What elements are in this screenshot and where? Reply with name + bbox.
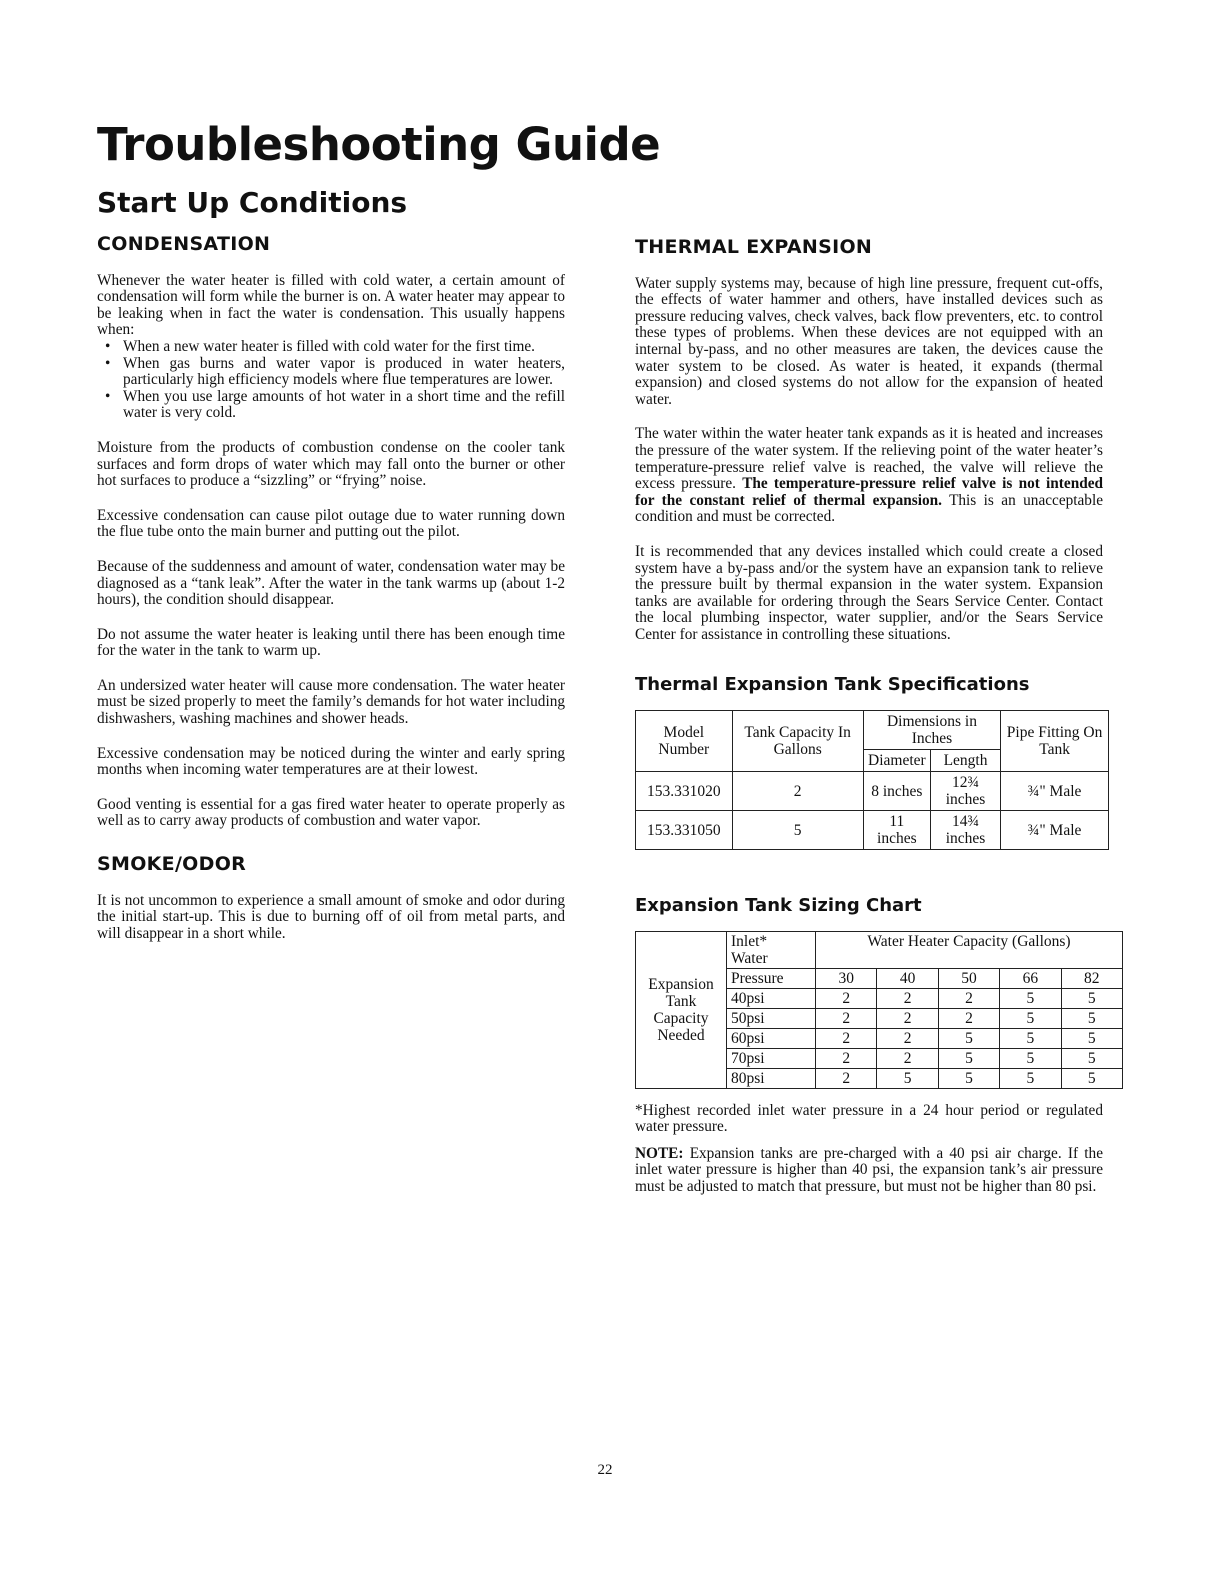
page-title: Troubleshooting Guide xyxy=(97,118,661,171)
thermal-expansion-heading: THERMAL EXPANSION xyxy=(635,236,873,258)
header-pressure xyxy=(727,931,816,968)
cell-length: 14¾ inches xyxy=(930,811,1000,850)
cell-value: 2 xyxy=(877,1028,938,1048)
table-row xyxy=(636,811,1109,850)
cell-value: 5 xyxy=(1000,1008,1061,1028)
cell-model: 153.331050 xyxy=(636,811,733,850)
cell-fitting: ¾" Male xyxy=(1001,811,1109,850)
capacity-header: 40 xyxy=(877,968,938,988)
cell-value: 2 xyxy=(816,1028,877,1048)
note-label: NOTE: xyxy=(635,1144,684,1162)
cell-value: 2 xyxy=(816,1048,877,1068)
note xyxy=(635,1146,1103,1196)
paragraph: Because of the suddenness and amount of water, condensation water may be diagnosed as a “tank leak”. After the water in the tank warms up (about 1-2 hours), the condition should disappear. xyxy=(97,557,565,609)
paragraph: Water supply systems may, because of high line pressure, frequent cut-offs, the effects of water hammer and others, have installed devices such as pressure reducing valves, check valves, back flow preventers, etc. to control these types of problems. When these devices are not equipped with an internal by-pass, and no other measures are taken, the devices cause the water system to be closed. As water is heated, it expands (thermal expansion) and closed systems do not allow for the expansion of heated water. xyxy=(635,274,1103,408)
cell-pressure: 80psi xyxy=(727,1068,816,1088)
cell-value: 5 xyxy=(1000,1068,1061,1088)
cell-value: 2 xyxy=(938,988,999,1008)
condensation-bullets xyxy=(97,339,565,422)
spec-table xyxy=(635,710,1109,850)
bullet-item: • When you use large amounts of hot water in a short time and the refill water is very cold. xyxy=(123,389,565,422)
cell-value: 5 xyxy=(1061,1068,1122,1088)
condensation-heading: CONDENSATION xyxy=(97,233,271,255)
paragraph: Good venting is essential for a gas fired water heater to operate properly as well as to carry away products of combustion and water vapor. xyxy=(97,795,565,830)
cell-pressure: 50psi xyxy=(727,1008,816,1028)
header-dimensions: Dimensions in Inches xyxy=(863,711,1000,750)
cell-value: 2 xyxy=(877,1048,938,1068)
cell-value: 5 xyxy=(1000,1028,1061,1048)
paragraph: Moisture from the products of combustion condense on the cooler tank surfaces and form drops of water which may fall onto the burner or other hot surfaces to produce a “sizzling” or “frying” noise. xyxy=(97,438,565,490)
cell-value: 5 xyxy=(1061,988,1122,1008)
cell-value: 2 xyxy=(816,1068,877,1088)
smoke-odor-heading: SMOKE/ODOR xyxy=(97,853,247,876)
paragraph: Excessive condensation may be noticed during the winter and early spring months when incoming water temperatures are at their lowest. xyxy=(97,744,565,779)
cell-diameter: 8 inches xyxy=(863,772,930,811)
header-pressure-line: Inlet* xyxy=(731,932,768,950)
cell-value: 5 xyxy=(938,1048,999,1068)
cell-fitting: ¾" Male xyxy=(1001,772,1109,811)
capacity-header: 50 xyxy=(938,968,999,988)
cell-value: 2 xyxy=(816,988,877,1008)
left-column xyxy=(97,233,565,960)
header-fitting: Pipe Fitting On Tank xyxy=(1001,711,1109,772)
warning-text: The temperature-pressure relief valve is not intended for the constant relief of thermal expansion. xyxy=(635,475,1104,509)
header-pressure-line: Water xyxy=(731,949,768,967)
text: The water within the water heater tank expands as it is heated and increases the pressure of the water system. If the relieving point of the water heater’s temperature-pressure relief valve is reached, the valve will relieve the excess pressure. xyxy=(635,425,1103,493)
cell-value: 5 xyxy=(1000,1048,1061,1068)
capacity-header: 30 xyxy=(816,968,877,988)
condensation-intro: Whenever the water heater is filled with cold water, a certain amount of condensation will form while the burner is on. A water heater may appear to be leaking when in fact the water is condensation. This usually happens when: xyxy=(97,271,565,339)
cell-value: 5 xyxy=(1000,988,1061,1008)
capacity-header: 66 xyxy=(1000,968,1061,988)
cell-pressure: 40psi xyxy=(727,988,816,1008)
cell-value: 5 xyxy=(938,1068,999,1088)
cell-value: 5 xyxy=(1061,1008,1122,1028)
header-row xyxy=(636,931,1123,968)
capacity-header: 82 xyxy=(1061,968,1122,988)
paragraph: Do not assume the water heater is leaking until there has been enough time for the water in the tank to warm up. xyxy=(97,625,565,660)
header-diameter: Diameter xyxy=(863,750,930,772)
smoke-odor-text: It is not uncommon to experience a small amount of smoke and odor during the initial start-up. This is due to burning off of oil from metal parts, and will disappear in a short while. xyxy=(97,891,565,942)
paragraph xyxy=(635,426,1103,526)
header-capacity: Tank Capacity In Gallons xyxy=(732,711,863,772)
spec-table-heading: Thermal Expansion Tank Specifications xyxy=(635,674,1030,696)
text: This is an unacceptable condition and must be corrected. xyxy=(635,491,1103,526)
cell-pressure: 60psi xyxy=(727,1028,816,1048)
table-row xyxy=(636,772,1109,811)
sizing-chart-heading: Expansion Tank Sizing Chart xyxy=(635,895,922,917)
header-model: Model Number xyxy=(636,711,733,772)
cell-value: 5 xyxy=(877,1068,938,1088)
row-label-text: Expansion Tank Capacity Needed xyxy=(648,975,714,1044)
footnote: *Highest recorded inlet water pressure in a 24 hour period or regulated water pressure. xyxy=(635,1101,1103,1136)
note-text: Expansion tanks are pre-charged with a 40 psi air charge. If the inlet water pressure is higher than 40 psi, the expansion tank’s air pressure must be adjusted to match that pressure, but must not be higher than 80 psi. xyxy=(635,1144,1103,1196)
paragraph: Excessive condensation can cause pilot outage due to water running down the flue tube onto the main burner and putting out the pilot. xyxy=(97,506,565,541)
page-number: 22 xyxy=(597,1462,613,1478)
cell-value: 2 xyxy=(877,1008,938,1028)
cell-value: 2 xyxy=(938,1008,999,1028)
cell-value: 2 xyxy=(816,1008,877,1028)
header-pressure-line: Pressure xyxy=(727,968,816,988)
paragraph: An undersized water heater will cause more condensation. The water heater must be sized properly to meet the family’s demands for hot water including dishwashers, washing machines and shower heads. xyxy=(97,676,565,728)
bullet-item: • When a new water heater is filled with cold water for the first time. xyxy=(123,339,565,356)
cell-length: 12¾ inches xyxy=(930,772,1000,811)
sizing-chart-table xyxy=(635,931,1123,1089)
row-label xyxy=(636,931,727,1088)
cell-pressure: 70psi xyxy=(727,1048,816,1068)
right-column xyxy=(635,236,1104,1214)
header-length: Length xyxy=(930,750,1000,772)
cell-diameter: 11 inches xyxy=(863,811,930,850)
bullet-item: • When gas burns and water vapor is produced in water heaters, particularly high efficiency models where flue temperatures are lower. xyxy=(123,356,565,389)
cell-capacity: 5 xyxy=(732,811,863,850)
header-capacity: Water Heater Capacity (Gallons) xyxy=(816,931,1123,968)
page-subtitle: Start Up Conditions xyxy=(97,186,408,219)
paragraph: It is recommended that any devices installed which could create a closed system have a by-pass and/or the system have an expansion tank to relieve the pressure built by thermal expansion in the water system. Expansion tanks are available for ordering through the Sears Service Center. Contact the local plumbing inspector, water supplier, and/or the Sears Service Center for assistance in controlling these situations. xyxy=(635,542,1103,643)
cell-value: 5 xyxy=(938,1028,999,1048)
cell-model: 153.331020 xyxy=(636,772,733,811)
cell-value: 5 xyxy=(1061,1028,1122,1048)
cell-capacity: 2 xyxy=(732,772,863,811)
cell-value: 2 xyxy=(877,988,938,1008)
cell-value: 5 xyxy=(1061,1048,1122,1068)
